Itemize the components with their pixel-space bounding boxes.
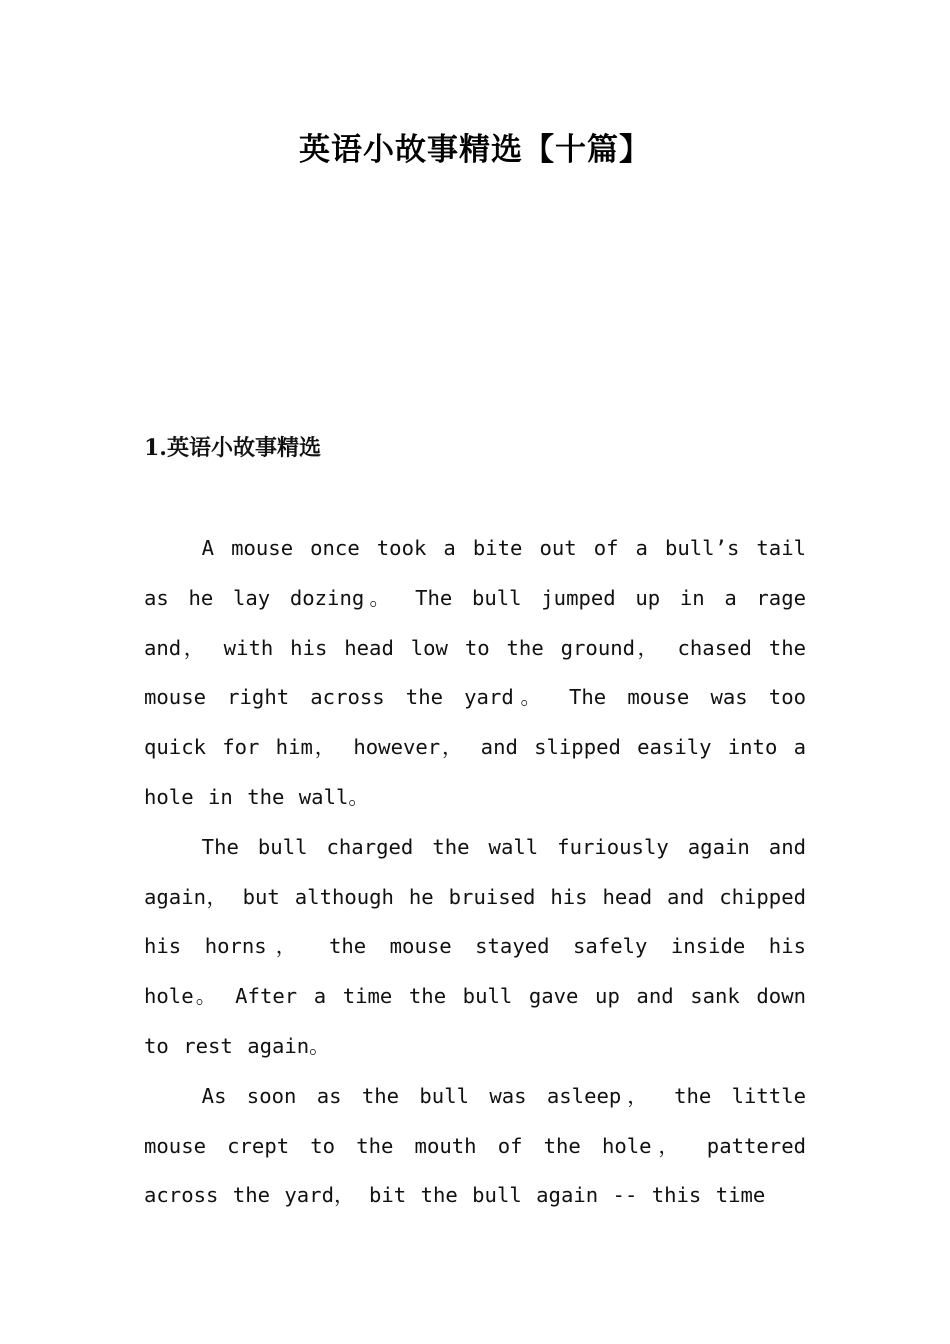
story-paragraph-2: The bull charged the wall furiously again and again， but although he bruised his head and chipped his horns， the mouse stayed safely inside his hole。 After a time the bull gave up and sank down to rest again。 (144, 834, 806, 1058)
section-heading: 1.英语小故事精选 (144, 435, 321, 461)
document-title: 英语小故事精选【十篇】 (299, 132, 651, 168)
story-paragraph-3: As soon as the bull was asleep， the little mouse crept to the mouth of the hole， pattered across the yard， bit the bull again -- this time (144, 1083, 806, 1208)
story-paragraph-1: A mouse once took a bite out of a bull’s tail as he lay dozing。 The bull jumped up in a rage and， with his head low to the ground， chased the mouse right across the yard。 The mouse was too quick for him， however， and slipped easily into a hole in the wall。 (144, 536, 806, 809)
story-body (144, 524, 806, 1221)
